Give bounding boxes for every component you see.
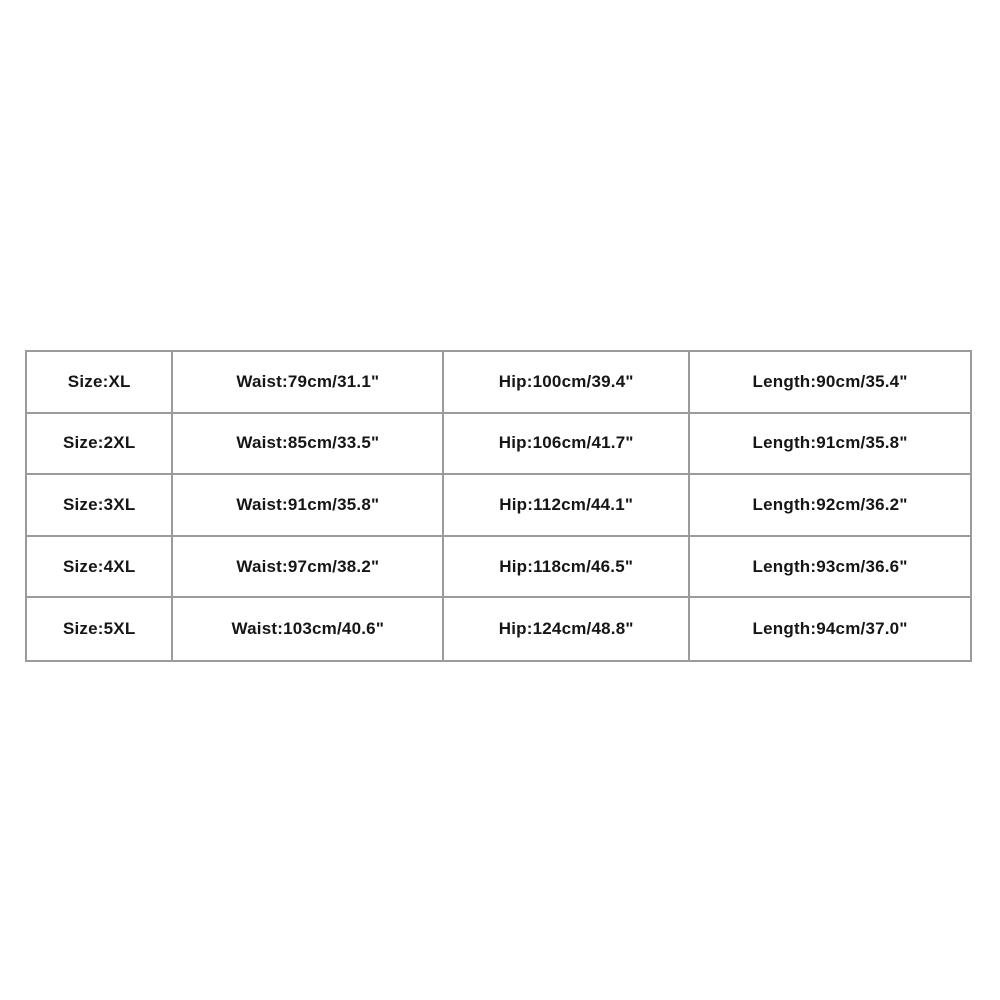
table-cell-hip-row5: Hip:124cm/48.8": [444, 598, 690, 660]
table-cell-length-row1: Length:90cm/35.4": [690, 352, 970, 414]
table-cell-size-row2: Size:2XL: [27, 414, 173, 476]
table-cell-waist-row3: Waist:91cm/35.8": [173, 475, 444, 537]
table-cell-length-row5: Length:94cm/37.0": [690, 598, 970, 660]
table-cell-hip-row1: Hip:100cm/39.4": [444, 352, 690, 414]
table-cell-size-row1: Size:XL: [27, 352, 173, 414]
table-cell-size-row5: Size:5XL: [27, 598, 173, 660]
table-cell-length-row4: Length:93cm/36.6": [690, 537, 970, 599]
size-chart-table: [25, 350, 972, 662]
table-cell-waist-row5: Waist:103cm/40.6": [173, 598, 444, 660]
table-cell-hip-row2: Hip:106cm/41.7": [444, 414, 690, 476]
table-cell-length-row2: Length:91cm/35.8": [690, 414, 970, 476]
table-cell-hip-row3: Hip:112cm/44.1": [444, 475, 690, 537]
table-cell-waist-row2: Waist:85cm/33.5": [173, 414, 444, 476]
table-cell-size-row3: Size:3XL: [27, 475, 173, 537]
table-cell-length-row3: Length:92cm/36.2": [690, 475, 970, 537]
table-cell-waist-row4: Waist:97cm/38.2": [173, 537, 444, 599]
table-cell-hip-row4: Hip:118cm/46.5": [444, 537, 690, 599]
table-cell-waist-row1: Waist:79cm/31.1": [173, 352, 444, 414]
table-cell-size-row4: Size:4XL: [27, 537, 173, 599]
